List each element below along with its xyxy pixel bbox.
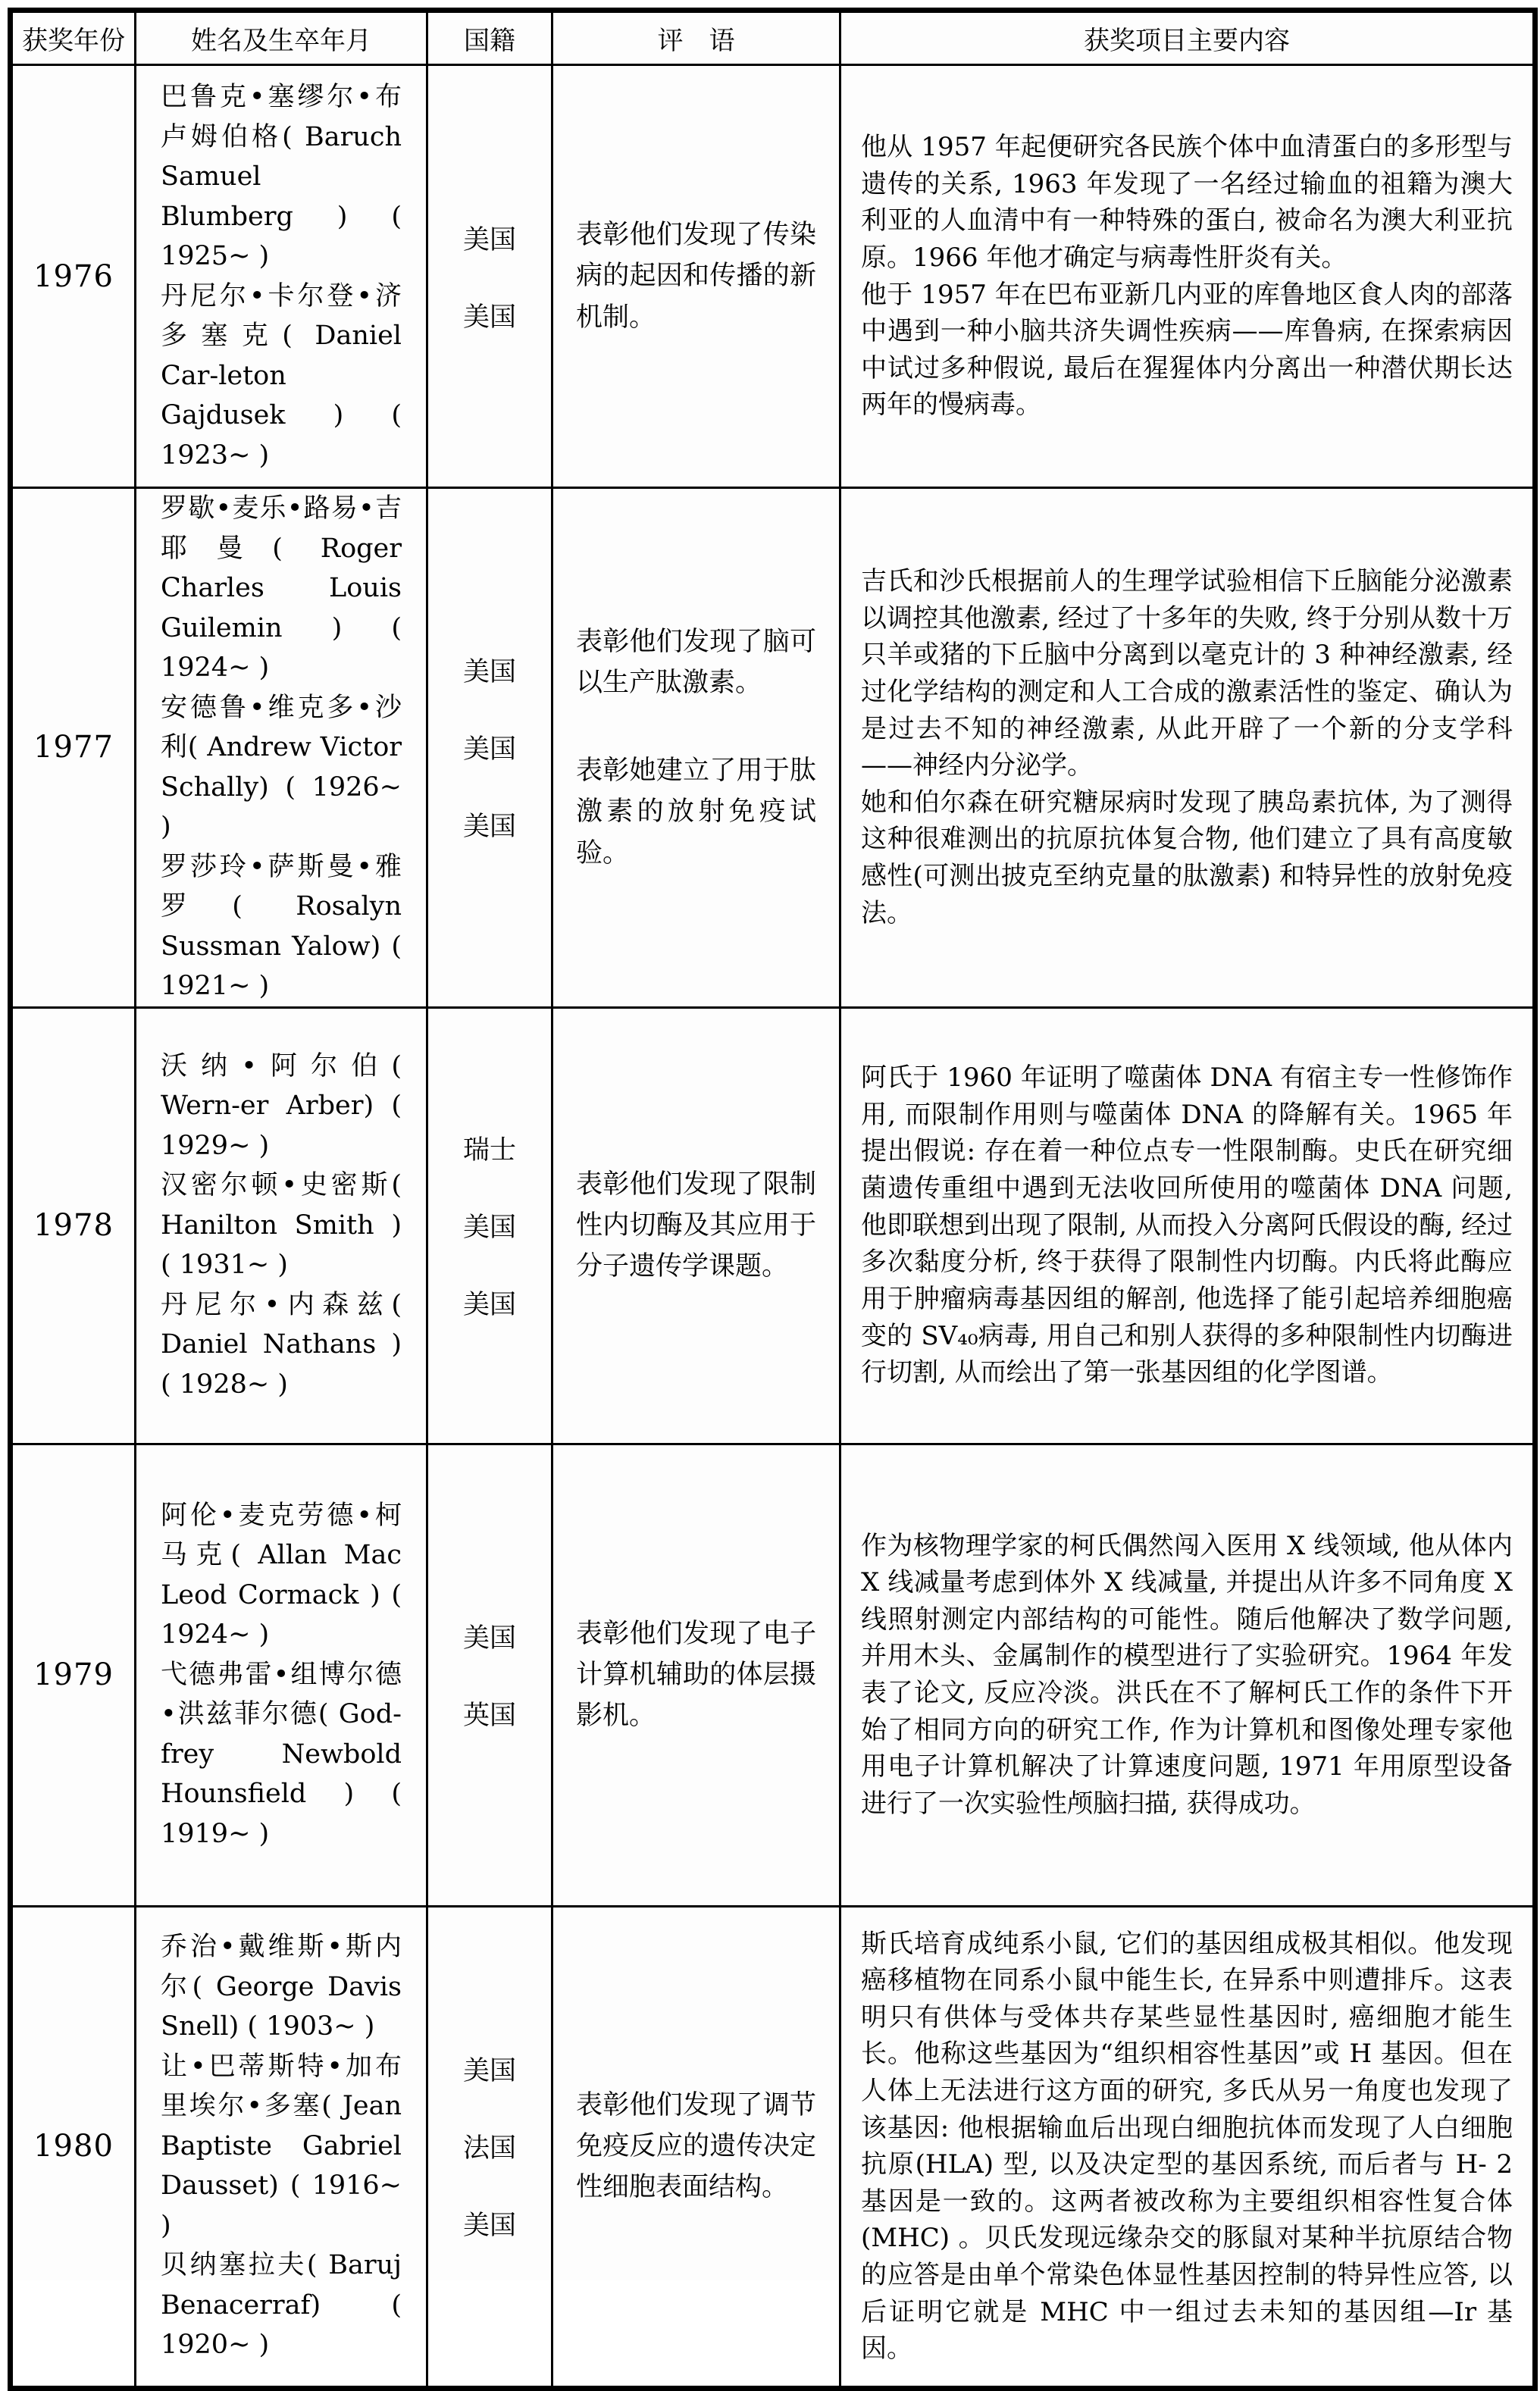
description-paragraph: 她和伯尔森在研究糖尿病时发现了胰岛素抗体, 为了测得这种很难测出的抗原抗体复合物, 他们建立了具有高度敏感性(可测出披克至纳克量的肽激素) 和特异性的放射免疫法。 xyxy=(861,787,1513,928)
year-cell: 1979 xyxy=(11,1444,136,1906)
nationality: 美国 xyxy=(462,2056,516,2087)
citation-paragraph: 表彰她建立了用于肽激素的放射免疫试验。 xyxy=(576,756,816,868)
citation-cell xyxy=(552,65,840,488)
description-paragraph: 他从 1957 年起便研究各民族个体中血清蛋白的多形型与遗传的关系, 1963 年发现了一名经过输血的祖籍为澳大利亚的人血清中有一种特殊的蛋白, 被命名为澳大利亚抗原。1966 年他才确定与病毒性肝炎有关。 xyxy=(861,132,1513,273)
nationality: 英国 xyxy=(462,1701,516,1731)
description-cell xyxy=(840,65,1535,488)
header-row xyxy=(11,11,1535,65)
citation-paragraph: 表彰他们发现了传染病的起因和传播的新机制。 xyxy=(576,220,816,333)
column-header-year: 获奖年份 xyxy=(11,11,136,65)
nationality: 美国 xyxy=(462,1213,516,1243)
names-cell xyxy=(136,1906,427,2388)
nationality-cell xyxy=(427,1906,552,2388)
column-header-project: 获奖项目主要内容 xyxy=(840,11,1535,65)
description-paragraph: 作为核物理学家的柯氏偶然闯入医用 X 线领域, 他从体内 X 线减量考虑到体外 X 线减量, 并提出从许多不同角度 X 线照射测定内部结构的可能性。随后他解决了数学问题, 并用木头、金属制作的模型进行了实验研究。1964 年发表了论文, 反应冷淡。洪氏在不了解柯氏工作的条件下开始了相同方向的研究工作, 作为计算机和图像处理专家他用电子计算机解决了计算速度问题, 1971 年用原型设备进行了一次实验性颅脑扫描, 获得成功。 xyxy=(861,1530,1513,1819)
nationality: 美国 xyxy=(462,1290,516,1320)
citation-cell xyxy=(552,1906,840,2388)
description-cell xyxy=(840,1444,1535,1906)
column-header-nationality: 国籍 xyxy=(427,11,552,65)
citation-cell xyxy=(552,1444,840,1906)
table-row xyxy=(11,65,1535,488)
description-cell xyxy=(840,1906,1535,2388)
names-cell xyxy=(136,1444,427,1906)
description-cell xyxy=(840,488,1535,1008)
year-cell: 1976 xyxy=(11,65,136,488)
nationality: 美国 xyxy=(462,2211,516,2242)
citation-paragraph: 表彰他们发现了脑可以生产肽激素。 xyxy=(576,626,816,698)
nationality: 法国 xyxy=(462,2133,516,2164)
citation-paragraph: 表彰他们发现了调节免疫反应的遗传决定性细胞表面结构。 xyxy=(576,2089,816,2203)
laureate-name: 让•巴蒂斯特•加布里埃尔•多塞( Jean Baptiste Gabriel Dausset) ( 1916~ ) xyxy=(161,2051,402,2241)
table-row xyxy=(11,1444,1535,1906)
description-paragraph: 吉氏和沙氏根据前人的生理学试验相信下丘脑能分泌激素以调控其他激素, 经过了十多年的失败, 终于分别从数十万只羊或猪的下丘脑中分离到以毫克计的 3 种神经激素, 经过化学结构的测定和人工合成的激素活性的鉴定、确认为是过去不知的神经激素, 从此开辟了一个新的分支学科——神经内分泌学。 xyxy=(861,566,1513,781)
description-paragraph: 他于 1957 年在巴布亚新几内亚的库鲁地区食人肉的部落中遇到一种小脑共济失调性疾病——库鲁病, 在探索病因中试过多种假说, 最后在猩猩体内分离出一种潜伏期长达两年的慢病毒。 xyxy=(861,279,1513,421)
names-cell xyxy=(136,488,427,1008)
year-cell: 1978 xyxy=(11,1007,136,1444)
description-cell xyxy=(840,1007,1535,1444)
nationality: 美国 xyxy=(462,302,516,333)
citation-cell xyxy=(552,488,840,1008)
year-cell: 1977 xyxy=(11,488,136,1008)
laureate-name: 弋德弗雷•组博尔德•洪兹菲尔德( God-frey Newbold Hounsfield ) ( 1919~ ) xyxy=(161,1659,402,1849)
nationality: 瑞士 xyxy=(462,1135,516,1166)
laureate-name: 丹尼尔•内森兹( Daniel Nathans ) ( 1928~ ) xyxy=(161,1289,402,1400)
citation-cell xyxy=(552,1007,840,1444)
laureate-name: 贝纳塞拉夫( Baruj Benacerraf) ( 1920~ ) xyxy=(161,2250,402,2361)
laureate-name: 乔治•戴维斯•斯内尔( George Davis Snell) ( 1903~ ) xyxy=(161,1932,402,2042)
column-header-name: 姓名及生卒年月 xyxy=(136,11,427,65)
nationality: 美国 xyxy=(462,224,516,255)
laureate-name: 沃纳•阿尔伯( Wern-er Arber) ( 1929~ ) xyxy=(161,1050,402,1161)
citation-paragraph: 表彰他们发现了电子计算机辅助的体层摄影机。 xyxy=(576,1618,816,1732)
nationality-cell xyxy=(427,1444,552,1906)
laureate-name: 汉密尔顿•史密斯( Hanilton Smith ) ( 1931~ ) xyxy=(161,1170,402,1281)
nationality: 美国 xyxy=(462,734,516,765)
names-cell xyxy=(136,65,427,488)
column-header-citation: 评 语 xyxy=(552,11,840,65)
laureate-name: 罗莎玲•萨斯曼•雅罗( Rosalyn Sussman Yalow) ( 1921~ ) xyxy=(161,851,402,1001)
nationality: 美国 xyxy=(462,812,516,843)
laureate-name: 巴鲁克•塞缪尔•布卢姆伯格( Baruch Samuel Blumberg ) ( 1925~ ) xyxy=(161,82,402,271)
year-cell: 1980 xyxy=(11,1906,136,2388)
nobel-awards-table xyxy=(8,8,1538,2391)
laureate-name: 安德鲁•维克多•沙利( Andrew Victor Schally) ( 1926~ ) xyxy=(161,692,402,842)
nationality-cell xyxy=(427,1007,552,1444)
table-row xyxy=(11,1906,1535,2388)
table-row xyxy=(11,488,1535,1008)
nationality: 美国 xyxy=(462,1623,516,1654)
nationality-cell xyxy=(427,65,552,488)
description-paragraph: 阿氏于 1960 年证明了噬菌体 DNA 有宿主专一性修饰作用, 而限制作用则与噬菌体 DNA 的降解有关。1965 年提出假说: 存在着一种位点专一性限制酶。史氏在研究细菌遗传重组中遇到无法收回所使用的噬菌体 DNA 问题, 他即联想到出现了限制, 从而投入分离阿氏假设的酶, 经过多次黏度分析, 终于获得了限制性内切酶。内氏将此酶应用于肿瘤病毒基因组的解剖, 他选择了能引起培养细胞癌变的 SV₄₀病毒, 用自己和别人获得的多种限制性内切酶进行切割, 从而绘出了第一张基因组的化学图谱。 xyxy=(861,1062,1513,1388)
nationality-cell xyxy=(427,488,552,1008)
description-paragraph: 斯氏培育成纯系小鼠, 它们的基因组成极其相似。他发现癌移植物在同系小鼠中能生长, 在异系中则遭排斥。这表明只有供体与受体共存某些显性基因时, 癌细胞才能生长。他称这些基因为“组织相容性基因”或 H 基因。但在人体上无法进行这方面的研究, 多氏从另一角度也发现了该基因: 他根据输血后出现白细胞抗体而发现了人白细胞抗原(HLA) 型, 以及决定型的基因系统, 而后者与 H- 2 基因是一致的。这两者被改称为主要组织相容性复合体(MHC) 。贝氏发现远缘杂交的豚鼠对某种半抗原结合物的应答是由单个常染色体显性基因控制的特异性应答, 以后证明它就是 MHC 中一组过去未知的基因组—Ir 基因。 xyxy=(861,1928,1513,2364)
names-cell xyxy=(136,1007,427,1444)
citation-paragraph: 表彰他们发现了限制性内切酶及其应用于分子遗传学课题。 xyxy=(576,1169,816,1282)
laureate-name: 丹尼尔•卡尔登•济多塞克( Daniel Car-leton Gajdusek ) ( 1923~ ) xyxy=(161,280,402,471)
table-row xyxy=(11,1007,1535,1444)
laureate-name: 罗歇•麦乐•路易•吉耶曼( Roger Charles Louis Guilemin ) ( 1924~ ) xyxy=(161,493,402,683)
laureate-name: 阿伦•麦克劳德•柯马克( Allan Mac Leod Cormack ) ( 1924~ ) xyxy=(161,1500,402,1651)
nationality: 美国 xyxy=(462,657,516,688)
